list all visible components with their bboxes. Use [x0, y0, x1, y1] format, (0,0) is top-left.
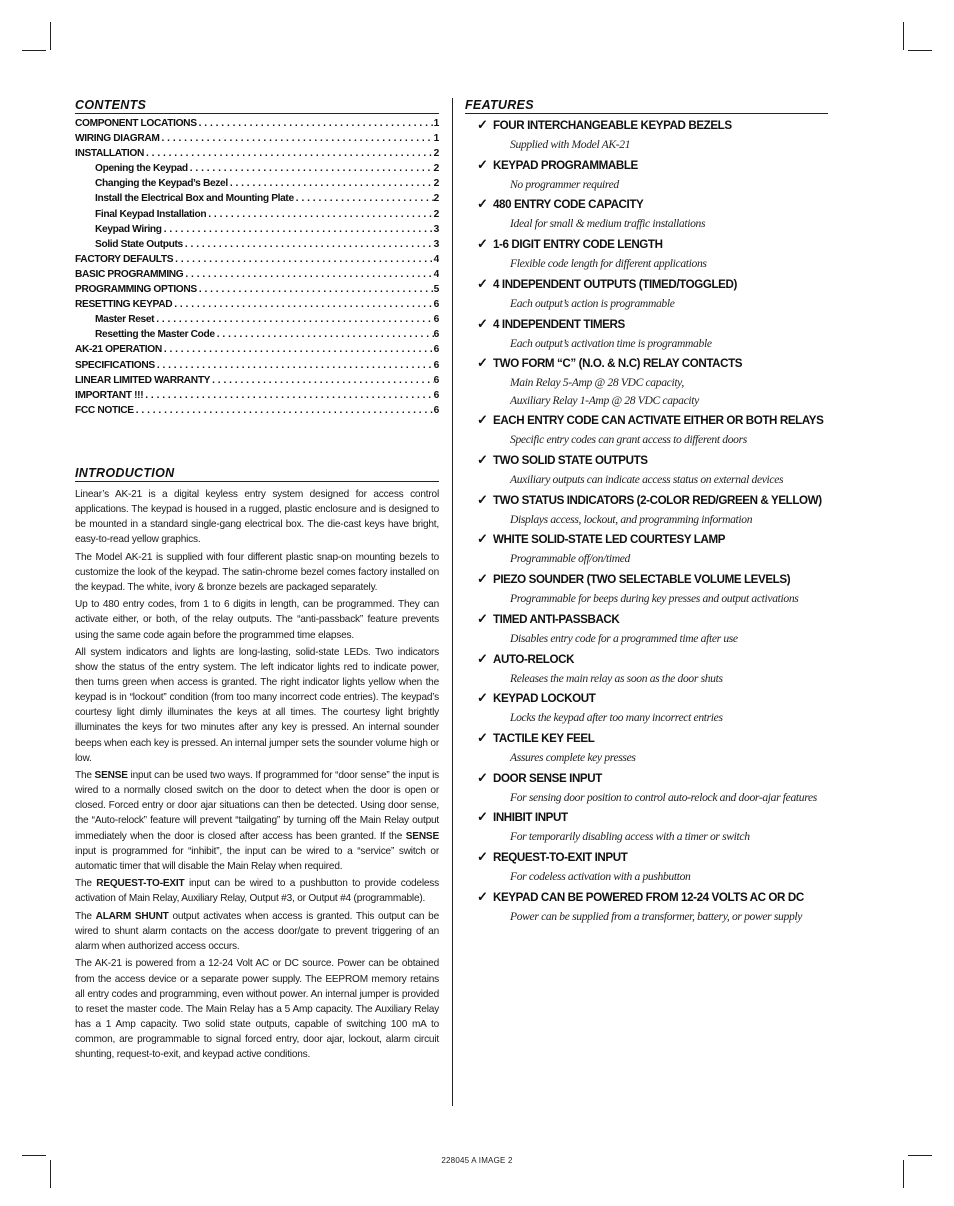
feature-description: Specific entry codes can grant access to different doors	[510, 433, 747, 447]
contents-entry	[75, 239, 439, 254]
contents-entry-title: Final Keypad Installation	[95, 208, 207, 220]
introduction-body	[75, 487, 439, 1062]
feature-item	[477, 651, 828, 687]
checkmark-icon: ✓	[477, 315, 488, 331]
text-run: The Model AK-21 is supplied with four different plastic snap-on mounting bezels to customize the look of the keypad. The satin-chrome bezel comes factory installed on the keypad. The white, ivory & bronze bezels are packaged separately.	[75, 551, 439, 593]
column-divider	[452, 98, 453, 1106]
feature-description: Assures complete key presses	[510, 750, 636, 764]
checkmark-icon: ✓	[477, 491, 488, 507]
feature-title: TACTILE KEY FEEL	[493, 731, 595, 745]
checkmark-icon: ✓	[477, 690, 488, 706]
contents-entry	[75, 344, 439, 359]
crop-mark	[908, 50, 932, 51]
feature-item	[477, 531, 828, 567]
contents-entry	[75, 390, 439, 405]
contents-entry-page: 4	[433, 253, 439, 265]
contents-leader-dots	[294, 193, 434, 204]
contents-leader-dots	[154, 314, 433, 325]
feature-item	[477, 730, 828, 766]
contents-entry-title: PROGRAMMING OPTIONS	[75, 284, 197, 296]
introduction-paragraph	[75, 597, 439, 642]
checkmark-icon: ✓	[477, 888, 488, 904]
contents-entry	[75, 133, 439, 148]
contents-list	[75, 118, 439, 420]
contents-entry	[75, 375, 439, 390]
checkmark-icon: ✓	[477, 610, 488, 626]
contents-leader-dots	[197, 284, 434, 295]
text-run: Up to 480 entry codes, from 1 to 6 digits in length, can be programmed. They can activate either, or both, of the relay outputs. The “anti-passback” feature prevents using the same code again before the programmed time elapses.	[75, 599, 439, 641]
bold-term: ALARM SHUNT	[95, 910, 169, 922]
feature-description: Ideal for small & medium traffic installations	[510, 217, 706, 231]
contents-entry-page: 2	[433, 193, 439, 205]
contents-entry-page: 6	[433, 404, 439, 416]
feature-title: KEYPAD PROGRAMMABLE	[493, 158, 638, 172]
contents-entry-title: LINEAR LIMITED WARRANTY	[75, 374, 211, 386]
contents-entry-page: 6	[433, 374, 439, 386]
contents-entry	[75, 360, 439, 375]
contents-entry-page: 1	[433, 133, 439, 145]
contents-entry-title: Opening the Keypad	[95, 163, 188, 175]
introduction-paragraph	[75, 956, 439, 1062]
feature-title: INHIBIT INPUT	[493, 811, 568, 825]
feature-description: Power can be supplied from a transformer, battery, or power supply	[510, 909, 803, 923]
contents-entry	[75, 118, 439, 133]
feature-item	[477, 849, 828, 885]
right-column	[465, 98, 828, 928]
feature-title: 4 INDEPENDENT TIMERS	[493, 317, 625, 331]
contents-entry-title: FCC NOTICE	[75, 404, 134, 416]
checkmark-icon: ✓	[477, 531, 488, 547]
checkmark-icon: ✓	[477, 355, 488, 371]
contents-entry-page: 2	[433, 163, 439, 175]
contents-entry-title: INSTALLATION	[75, 148, 144, 160]
contents-entry-title: BASIC PROGRAMMING	[75, 268, 184, 280]
feature-item	[477, 355, 828, 409]
feature-title: TWO SOLID STATE OUTPUTS	[493, 454, 648, 468]
bold-term: REQUEST-TO-EXIT	[96, 878, 185, 890]
feature-title: 480 ENTRY CODE CAPACITY	[493, 198, 644, 212]
contents-entry-page: 2	[433, 178, 439, 190]
feature-description: For temporarily disabling access with a timer or switch	[510, 830, 750, 844]
feature-description: Supplied with Model AK-21	[510, 138, 631, 151]
checkmark-icon: ✓	[477, 196, 488, 212]
text-run: The	[75, 770, 95, 782]
contents-leader-dots	[206, 209, 433, 220]
contents-entry	[75, 178, 439, 193]
contents-entry-title: Solid State Outputs	[95, 238, 183, 250]
contents-entry-page: 6	[433, 329, 439, 341]
contents-entry-title: Resetting the Master Code	[95, 329, 215, 341]
contents-entry-title: Install the Electrical Box and Mounting Plate	[95, 193, 294, 205]
contents-leader-dots	[160, 133, 434, 144]
feature-description: Programmable for beeps during key presses and output activations	[510, 592, 799, 606]
contents-entry-page: 6	[433, 314, 439, 326]
checkmark-icon: ✓	[477, 650, 488, 666]
contents-entry-title: COMPONENT LOCATIONS	[75, 118, 197, 129]
feature-description: Disables entry code for a programmed time after use	[510, 631, 738, 645]
feature-description: Locks the keypad after too many incorrect entries	[510, 711, 723, 725]
feature-description: Main Relay 5-Amp @ 28 VDC capacity,	[510, 376, 684, 390]
feature-title: KEYPAD LOCKOUT	[493, 692, 596, 706]
feature-description: Each output’s action is programmable	[510, 296, 675, 310]
introduction-paragraph	[75, 768, 439, 874]
feature-description: Each output’s activation time is programmable	[510, 336, 712, 350]
contents-leader-dots	[228, 178, 434, 189]
contents-entry-title: Master Reset	[95, 314, 155, 326]
feature-title: 4 INDEPENDENT OUTPUTS (TIMED/TOGGLED)	[493, 277, 737, 291]
contents-entry-title: WIRING DIAGRAM	[75, 133, 160, 145]
contents-leader-dots	[134, 405, 434, 416]
contents-entry-page: 3	[433, 238, 439, 250]
text-run: input is programmed for “inhibit”, the input can be wired to a “service” switch or automatic timer that will disable the Main Relay when required.	[75, 845, 439, 872]
feature-item	[477, 889, 828, 925]
text-run: The	[75, 878, 97, 890]
features-list	[477, 117, 828, 925]
crop-mark	[22, 50, 46, 51]
feature-item	[477, 809, 828, 845]
contents-entry	[75, 299, 439, 314]
feature-item	[477, 412, 828, 448]
crop-mark	[903, 22, 904, 50]
feature-title: FOUR INTERCHANGEABLE KEYPAD BEZELS	[493, 119, 732, 132]
contents-entry-title: RESETTING KEYPAD	[75, 299, 173, 311]
contents-heading: CONTENTS	[75, 98, 439, 114]
introduction-heading: INTRODUCTION	[75, 466, 439, 482]
feature-description: Flexible code length for different applications	[510, 257, 707, 271]
checkmark-icon: ✓	[477, 236, 488, 252]
introduction-paragraph	[75, 909, 439, 954]
contents-leader-dots	[144, 148, 434, 159]
contents-entry-page: 1	[433, 118, 439, 129]
contents-entry-page: 5	[433, 284, 439, 296]
feature-item	[477, 571, 828, 607]
contents-leader-dots	[162, 344, 434, 355]
text-run: The AK-21 is powered from a 12-24 Volt AC or DC source. Power can be obtained from the access device or a separate power supply. The EEPROM memory retains all entry codes and programming, even without power. An internal jumper is provided to reset the master code. The Main Relay has a 5 Amp capacity. The Auxiliary Relay has a 1 Amp capacity. Two solid state outputs, capable of switching 100 mA to common, are programmable to signal forced entry, door ajar, lockout, alarm circuit shunting, request-to-exit, and keypad active conditions.	[75, 958, 439, 1060]
contents-entry-title: Keypad Wiring	[95, 223, 162, 235]
features-heading: FEATURES	[465, 98, 828, 114]
contents-entry-page: 6	[433, 389, 439, 401]
contents-leader-dots	[197, 118, 434, 129]
feature-description: For codeless activation with a pushbutton	[510, 870, 691, 884]
checkmark-icon: ✓	[477, 729, 488, 745]
contents-leader-dots	[172, 299, 433, 310]
feature-description: Displays access, lockout, and programming information	[510, 512, 753, 526]
feature-item	[477, 276, 828, 312]
text-run: Linear’s AK-21 is a digital keyless entry system designed for access control applications. The keypad is housed in a rugged, plastic enclosure and is designed to be mounted in a standard single-gang electrical box. The die-cast keys have bright, easy-to-read yellow graphics.	[75, 488, 439, 546]
feature-item	[477, 157, 828, 193]
contents-entry	[75, 193, 439, 208]
feature-description: Programmable off/on/timed	[510, 552, 630, 566]
contents-entry	[75, 405, 439, 420]
contents-leader-dots	[155, 360, 434, 371]
feature-item	[477, 611, 828, 647]
feature-description: Releases the main relay as soon as the door shuts	[510, 671, 723, 685]
contents-entry	[75, 254, 439, 269]
crop-mark	[50, 22, 51, 50]
feature-item	[477, 117, 828, 153]
contents-leader-dots	[143, 390, 433, 401]
feature-title: REQUEST-TO-EXIT INPUT	[493, 851, 628, 865]
text-run: The	[75, 910, 96, 922]
feature-item	[477, 316, 828, 352]
contents-entry-page: 6	[433, 299, 439, 311]
contents-entry-page: 4	[433, 268, 439, 280]
feature-item	[477, 236, 828, 272]
contents-entry	[75, 284, 439, 299]
contents-entry	[75, 209, 439, 224]
bold-term: SENSE	[405, 830, 439, 842]
feature-description: No programmer required	[510, 177, 619, 191]
feature-title: AUTO-RELOCK	[493, 652, 575, 666]
feature-item	[477, 690, 828, 726]
checkmark-icon: ✓	[477, 117, 488, 132]
contents-entry	[75, 224, 439, 239]
checkmark-icon: ✓	[477, 156, 488, 172]
contents-entry-title: AK-21 OPERATION	[75, 344, 162, 356]
feature-item	[477, 492, 828, 528]
feature-title: DOOR SENSE INPUT	[493, 771, 602, 785]
feature-title: EACH ENTRY CODE CAN ACTIVATE EITHER OR BOTH RELAYS	[493, 414, 824, 428]
contents-leader-dots	[173, 254, 434, 265]
checkmark-icon: ✓	[477, 769, 488, 785]
checkmark-icon: ✓	[477, 412, 488, 428]
contents-entry	[75, 148, 439, 163]
feature-description: Auxiliary Relay 1-Amp @ 28 VDC capacity	[510, 393, 699, 407]
feature-title: TIMED ANTI-PASSBACK	[493, 612, 620, 626]
text-run: All system indicators and lights are long-lasting, solid-state LEDs. Two indicators show the status of the entry system. The left indicator lights red to indicate power, then turns green when access is granted. The right indicator lights yellow when the keypad is in “lockout” condition (from too many incorrect code entries). The keypad’s courtesy light dimly illuminates the keys at all times. The courtesy light brightly illuminates the keys for two minutes after any key is pressed. An internal sounder beeps when each key is pressed. An internal jumper sets the sounder volume high or low.	[75, 646, 439, 764]
introduction-paragraph	[75, 876, 439, 906]
feature-title: TWO STATUS INDICATORS (2-COLOR RED/GREEN & YELLOW)	[493, 493, 822, 507]
contents-entry	[75, 314, 439, 329]
contents-entry-title: Changing the Keypad’s Bezel	[95, 178, 228, 190]
feature-title: WHITE SOLID-STATE LED COURTESY LAMP	[493, 533, 726, 547]
contents-leader-dots	[183, 269, 433, 280]
feature-title: KEYPAD CAN BE POWERED FROM 12-24 VOLTS AC OR DC	[493, 890, 804, 904]
checkmark-icon: ✓	[477, 275, 488, 291]
bold-term: SENSE	[94, 770, 128, 782]
introduction-paragraph	[75, 487, 439, 547]
introduction-paragraph	[75, 645, 439, 766]
introduction-paragraph	[75, 550, 439, 595]
feature-title: 1-6 DIGIT ENTRY CODE LENGTH	[493, 238, 663, 252]
checkmark-icon: ✓	[477, 571, 488, 587]
contents-entry-page: 2	[433, 208, 439, 220]
text-run: input can be used two ways. If programmed for “door sense” the input is wired to a normally closed switch on the door to detect when the door is open or closed. Forced entry or door ajar situations can then be detected. Using door sense, the “Auto-relock” feature will prevent “tailgating” by turning off the Main Relay output immediately when the door is closed after access has been granted. If the	[75, 770, 440, 842]
feature-description: Auxiliary outputs can indicate access status on external devices	[510, 473, 784, 487]
contents-entry-page: 6	[433, 344, 439, 356]
text-run: output activates when access is granted. This output can be wired to shunt alarm contacts on the access door/gate to prevent triggering of an alarm when authorized access occurs.	[75, 910, 439, 952]
feature-item	[477, 770, 828, 806]
feature-item	[477, 452, 828, 488]
feature-title: TWO FORM “C” (N.O. & N.C) RELAY CONTACTS	[493, 357, 743, 371]
checkmark-icon: ✓	[477, 452, 488, 468]
contents-entry	[75, 163, 439, 178]
contents-entry-title: FACTORY DEFAULTS	[75, 253, 174, 265]
contents-leader-dots	[188, 163, 434, 174]
checkmark-icon: ✓	[477, 809, 488, 825]
feature-item	[477, 196, 828, 232]
contents-leader-dots	[162, 224, 434, 235]
contents-entry-page: 6	[433, 359, 439, 371]
checkmark-icon: ✓	[477, 849, 488, 865]
contents-leader-dots	[183, 239, 434, 250]
feature-description: For sensing door position to control auto-relock and door-ajar features	[510, 790, 817, 804]
footer-code: 228045 A IMAGE 2	[441, 1156, 513, 1165]
left-column	[75, 98, 439, 1064]
contents-entry-title: SPECIFICATIONS	[75, 359, 155, 371]
feature-title: PIEZO SOUNDER (TWO SELECTABLE VOLUME LEVELS)	[493, 573, 791, 587]
text-run: input can be wired to a pushbutton to provide codeless activation of Main Relay, Auxiliary Relay, Output #3, or Output #4 (programmable).	[75, 878, 439, 905]
contents-entry-page: 3	[433, 223, 439, 235]
contents-leader-dots	[210, 375, 434, 386]
contents-leader-dots	[215, 329, 434, 340]
contents-entry	[75, 329, 439, 344]
contents-entry	[75, 269, 439, 284]
contents-entry-page: 2	[433, 148, 439, 160]
contents-entry-title: IMPORTANT !!!	[75, 389, 144, 401]
